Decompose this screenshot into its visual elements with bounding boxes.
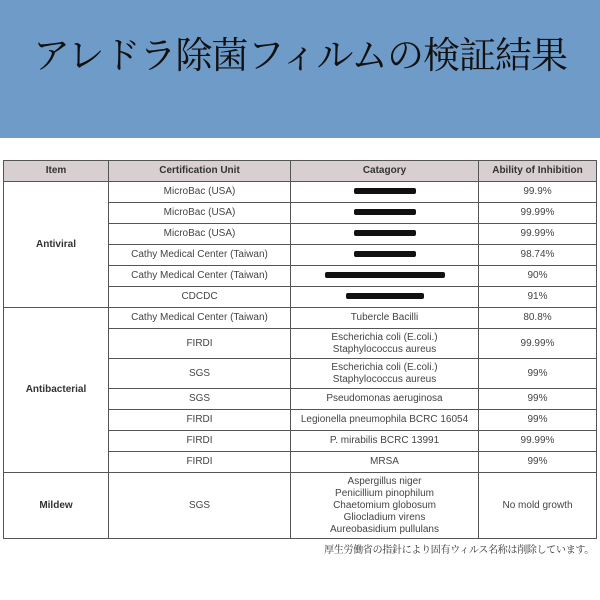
category-line: Staphylococcus aureus [332,373,437,385]
table-row [4,182,597,203]
category-cell [291,473,479,539]
ability-cell: 99% [479,452,597,473]
category-cell [291,329,479,359]
category-line: MRSA [370,456,399,467]
footnote: 厚生労働省の指針により固有ウィルス名称は削除しています。 [324,545,594,556]
ability-cell: 99.99% [479,329,597,359]
category-cell [291,287,479,308]
unit-cell: MicroBac (USA) [109,203,291,224]
unit-cell: FIRDI [109,452,291,473]
ability-cell: 99% [479,359,597,389]
redaction-bar [325,272,445,278]
item-cell: Mildew [4,473,109,539]
header-item: Item [4,161,109,182]
item-cell: Antiviral [4,182,109,308]
category-line: Legionella pneumophila BCRC 16054 [300,414,469,425]
table-header-row [4,161,597,182]
ability-cell: 91% [479,287,597,308]
category-line: Aureobasidium pullulans [330,523,439,535]
redaction-bar [346,293,424,299]
unit-cell: FIRDI [109,431,291,452]
unit-cell: MicroBac (USA) [109,224,291,245]
unit-cell: CDCDC [109,287,291,308]
results-table [3,160,597,539]
unit-cell: FIRDI [109,410,291,431]
page-title: アレドラ除菌フィルムの検証結果 [32,34,568,77]
header-category: Catagory [291,161,479,182]
category-cell [291,431,479,452]
table-body [4,182,597,539]
category-cell [291,245,479,266]
category-cell [291,359,479,389]
redaction-bar [354,209,416,215]
ability-cell: 99.9% [479,182,597,203]
unit-cell: Cathy Medical Center (Taiwan) [109,266,291,287]
category-cell [291,452,479,473]
category-line: Staphylococcus aureus [332,343,437,355]
category-line: Escherichia coli (E.coli.) [331,361,438,373]
ability-cell: 98.74% [479,245,597,266]
unit-cell: FIRDI [109,329,291,359]
category-line: P. mirabilis BCRC 13991 [329,435,440,446]
redaction-bar [354,251,416,257]
title-banner [0,0,600,138]
item-cell: Antibacterial [4,308,109,473]
unit-cell: Cathy Medical Center (Taiwan) [109,308,291,329]
unit-cell: SGS [109,359,291,389]
unit-cell: MicroBac (USA) [109,182,291,203]
category-line: Aspergillus niger [347,475,422,487]
category-line: Gliocladium virens [343,511,426,523]
category-line: Chaetomium globosum [333,499,436,511]
category-cell [291,182,479,203]
category-line: Penicillium pinophilum [335,487,434,499]
unit-cell: SGS [109,473,291,539]
ability-cell: 99% [479,410,597,431]
content-column [3,160,597,557]
ability-cell: No mold growth [479,473,597,539]
category-cell [291,266,479,287]
category-cell [291,308,479,329]
ability-cell: 99.99% [479,203,597,224]
unit-cell: Cathy Medical Center (Taiwan) [109,245,291,266]
table-row [4,473,597,539]
category-cell [291,203,479,224]
header-certification-unit: Certification Unit [109,161,291,182]
header-ability: Ability of Inhibition [479,161,597,182]
category-cell [291,389,479,410]
ability-cell: 99% [479,389,597,410]
ability-cell: 99.99% [479,431,597,452]
category-cell [291,410,479,431]
redaction-bar [354,188,416,194]
category-line: Tubercle Bacilli [350,312,419,323]
category-cell [291,224,479,245]
category-line: Pseudomonas aeruginosa [326,393,443,404]
ability-cell: 90% [479,266,597,287]
ability-cell: 99.99% [479,224,597,245]
category-line: Escherichia coli (E.coli.) [331,331,438,343]
ability-cell: 80.8% [479,308,597,329]
unit-cell: SGS [109,389,291,410]
redaction-bar [354,230,416,236]
table-row [4,308,597,329]
